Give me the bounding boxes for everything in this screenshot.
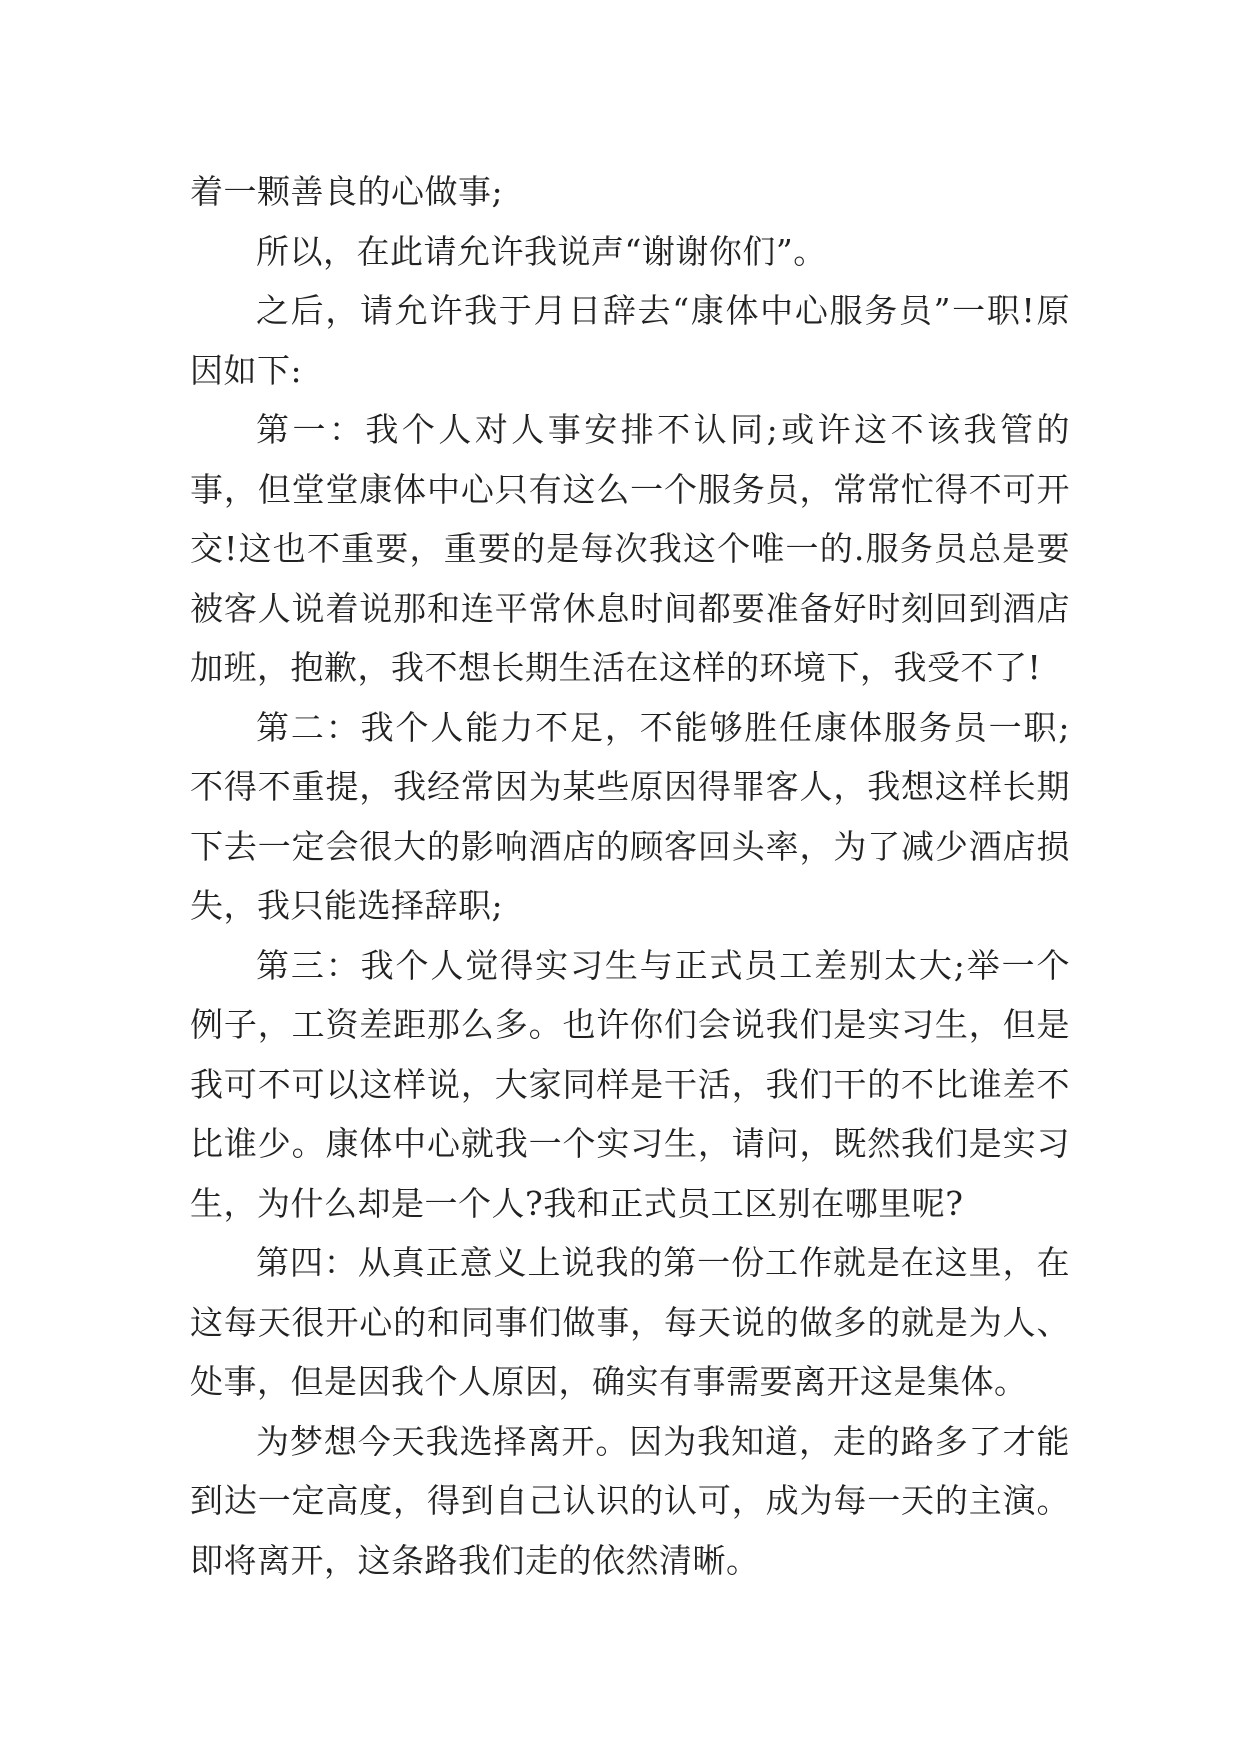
paragraph: 所以，在此请允许我说声“谢谢你们”。 xyxy=(256,231,827,271)
document-body xyxy=(190,162,1070,1590)
paragraph: 着一颗善良的心做事; xyxy=(190,172,504,211)
paragraph: 第一：我个人对人事安排不认同;或许这不该我管的事，但堂堂康体中心只有这么一个服务员，常常忙得不可开交!这也不重要，重要的是每次我这个唯一的.服务员总是要被客人说着说那和连平常休息时间都要准备好时刻回到酒店加班，抱歉，我不想长期生活在这样的环境下，我受不了! xyxy=(190,410,1070,687)
paragraph: 第四：从真正意义上说我的第一份工作就是在这里，在这每天很开心的和同事们做事，每天说的做多的就是为人、处事，但是因我个人原因，确实有事需要离开这是集体。 xyxy=(190,1243,1070,1401)
paragraph: 第二：我个人能力不足，不能够胜任康体服务员一职;不得不重提，我经常因为某些原因得罪客人，我想这样长期下去一定会很大的影响酒店的顾客回头率，为了减少酒店损失，我只能选择辞职; xyxy=(190,707,1070,925)
paragraph: 为梦想今天我选择离开。因为我知道，走的路多了才能到达一定高度，得到自己认识的认可，成为每一天的主演。即将离开，这条路我们走的依然清晰。 xyxy=(190,1421,1070,1580)
paragraph: 之后，请允许我于月日辞去“康体中心服务员”一职!原因如下: xyxy=(190,291,1070,390)
paragraph: 第三：我个人觉得实习生与正式员工差别太大;举一个例子，工资差距那么多。也许你们会说我们是实习生，但是我可不可以这样说，大家同样是干活，我们干的不比谁差不比谁少。康体中心就我一个实习生，请问，既然我们是实习生，为什么却是一个人?我和正式员工区别在哪里呢? xyxy=(190,945,1070,1223)
